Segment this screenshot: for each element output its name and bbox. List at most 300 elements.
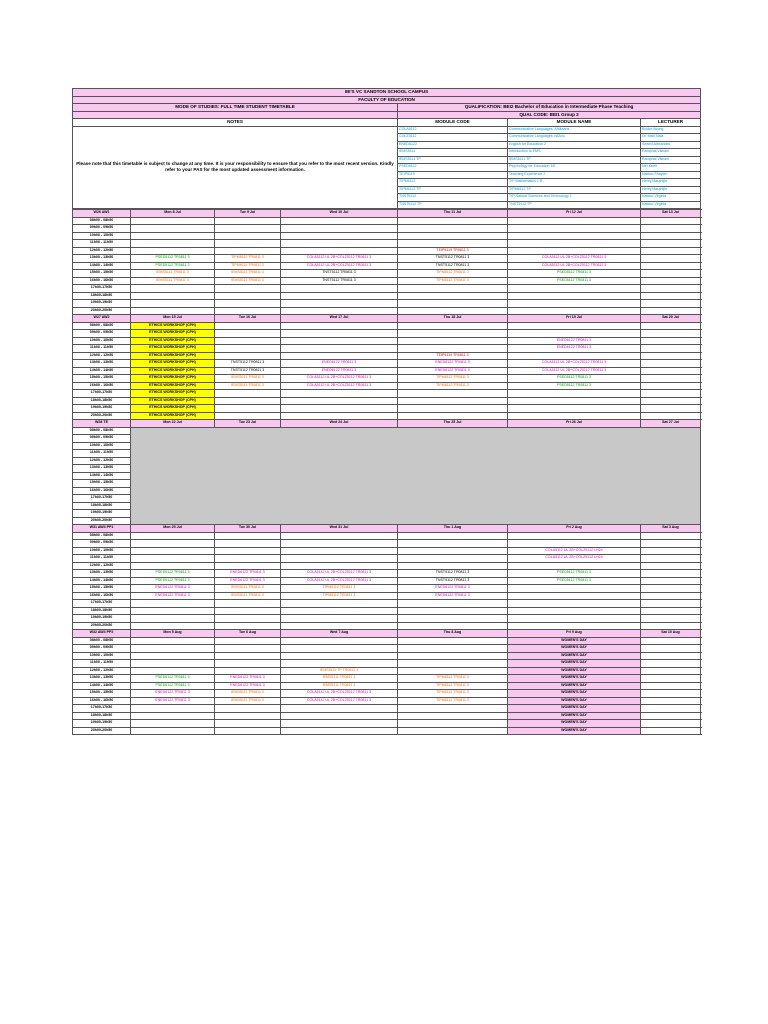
time-slot: 14h00 - 14h50 — [73, 682, 131, 690]
slot-cell — [281, 352, 398, 360]
slot-cell: WOMEN'S DAY — [508, 645, 641, 653]
slot-cell — [131, 300, 215, 308]
slot-cell: TNST5112 TR0811 3 — [398, 262, 508, 270]
slot-cell — [641, 645, 701, 653]
slot-cell — [398, 562, 508, 570]
day-header: Wed 10 Jul — [281, 210, 398, 218]
time-slot: 20h00-20h50 — [73, 307, 131, 315]
slot-cell — [398, 217, 508, 225]
time-slot-row — [73, 652, 701, 660]
module-code-header: MODULE CODE — [398, 119, 508, 127]
slot-cell: TEIP5119 TR0811 3 — [398, 352, 508, 360]
slot-cell — [215, 720, 281, 728]
slot-cell — [281, 637, 398, 645]
day-header: Mon 22 Jul — [131, 420, 215, 428]
module-name: TNST5112 TP — [508, 201, 641, 209]
slot-cell — [131, 217, 215, 225]
slot-cell: COLA5112 UL 2B+COLZ5112 TR0811 3 — [281, 255, 398, 263]
slot-cell — [641, 367, 701, 375]
slot-cell: WOMEN'S DAY — [508, 637, 641, 645]
slot-cell — [641, 667, 701, 675]
slot-cell — [281, 225, 398, 233]
slot-cell: ENED6122 TR0811 3 — [281, 367, 398, 375]
slot-cell — [281, 300, 398, 308]
time-slot-row — [73, 427, 701, 435]
time-slot-row — [73, 345, 701, 353]
module-code: TNST5112 — [398, 194, 508, 202]
time-slot-row — [73, 300, 701, 308]
slot-cell — [398, 615, 508, 623]
slot-cell — [641, 555, 701, 563]
slot-cell — [281, 562, 398, 570]
slot-cell — [281, 337, 398, 345]
slot-cell — [215, 390, 281, 398]
slot-cell — [641, 412, 701, 420]
time-slot-row — [73, 705, 701, 713]
slot-cell — [641, 247, 701, 255]
slot-cell: ETHICS WORKSHOP (CPH) — [131, 345, 215, 353]
qual-code: QUAL CODE: BEI1 Group 2 — [398, 111, 701, 119]
day-header: Tue 16 Jul — [215, 315, 281, 323]
module-name: Psychology for Education 1B — [508, 164, 641, 172]
slot-cell — [641, 375, 701, 383]
module-lecturer: Sewell,Alexandra — [641, 141, 701, 149]
time-slot: 15h00 - 15h50 — [73, 480, 131, 488]
time-slot: 16h00 - 16h50 — [73, 697, 131, 705]
time-slot-row — [73, 262, 701, 270]
time-slot: 17h00-17h50 — [73, 600, 131, 608]
slot-cell — [131, 622, 215, 630]
slot-cell: COLA5112 UL 2B+COLZ5112 TR0811 3 — [508, 367, 641, 375]
slot-cell: IEMS5111 TR0811 3 — [215, 375, 281, 383]
slot-cell — [508, 247, 641, 255]
slot-cell — [641, 345, 701, 353]
time-slot: 09h00 - 09h50 — [73, 225, 131, 233]
slot-cell: COLA5112 UL 2B+COLZ5112 TR0811 3 — [281, 697, 398, 705]
module-code: ENED6122 — [398, 141, 508, 149]
time-slot-row — [73, 675, 701, 683]
time-slot-row — [73, 277, 701, 285]
slot-cell — [281, 547, 398, 555]
slot-cell: TIPM6112 TR0811 3 — [215, 262, 281, 270]
time-slot-row — [73, 547, 701, 555]
slot-cell — [641, 262, 701, 270]
slot-cell — [641, 637, 701, 645]
day-header: Sat 13 Jul — [641, 210, 701, 218]
slot-cell — [641, 547, 701, 555]
slot-cell: ENED6122 TR0811 3 — [398, 367, 508, 375]
module-lecturer: Dr. Msiti,Nala — [641, 134, 701, 142]
mode-of-studies: MODE OF STUDIES: FULL TIME STUDENT TIMETABLE — [73, 104, 398, 112]
slot-cell: COLA5112 UL 2B+COLZ5112 TR0811 3 — [281, 375, 398, 383]
slot-cell — [508, 405, 641, 413]
week-header-row — [73, 630, 701, 638]
slot-cell — [398, 712, 508, 720]
slot-cell — [131, 307, 215, 315]
slot-cell — [508, 307, 641, 315]
slot-cell: ENED6122 TR0811 3 — [398, 585, 508, 593]
time-slot: 13h00 - 13h50 — [73, 465, 131, 473]
slot-cell — [508, 622, 641, 630]
slot-cell: TIPM6112 TR0811 3 — [398, 375, 508, 383]
slot-cell — [131, 292, 215, 300]
time-slot: 20h00-20h50 — [73, 727, 131, 735]
day-header: Mon 8 Jul — [131, 210, 215, 218]
module-code: PSED5112 — [398, 164, 508, 172]
slot-cell: IEMS5111 TR0811 3 — [281, 675, 398, 683]
slot-cell: TIPM6112 TR0811 3 — [398, 690, 508, 698]
time-slot: 15h00 - 15h50 — [73, 270, 131, 278]
slot-cell: TIPM6112 TR0811 3 — [398, 682, 508, 690]
slot-cell: WOMEN'S DAY — [508, 675, 641, 683]
slot-cell: PSED5112 TR0811 3 — [508, 277, 641, 285]
slot-cell — [641, 285, 701, 293]
time-slot: 09h00 - 09h50 — [73, 435, 131, 443]
time-slot-row — [73, 292, 701, 300]
slot-cell: ENED6122 TR0811 3 — [398, 360, 508, 368]
slot-cell: TEIP5119 TR0811 3 — [398, 247, 508, 255]
slot-cell: ETHICS WORKSHOP (CPH) — [131, 330, 215, 338]
slot-cell — [131, 637, 215, 645]
slot-cell — [641, 697, 701, 705]
slot-cell — [508, 562, 641, 570]
slot-cell — [508, 412, 641, 420]
time-slot-row — [73, 337, 701, 345]
day-header: Sat 27 Jul — [641, 420, 701, 428]
time-slot: 16h00 - 16h50 — [73, 382, 131, 390]
slot-cell: ENED6122 TR0811 3 — [131, 690, 215, 698]
slot-cell — [215, 547, 281, 555]
day-header: Thu 25 Jul — [398, 420, 508, 428]
slot-cell — [215, 405, 281, 413]
time-slot: 17h00-17h50 — [73, 285, 131, 293]
time-slot: 12h00 - 12h50 — [73, 457, 131, 465]
slot-cell — [131, 727, 215, 735]
time-slot-row — [73, 217, 701, 225]
time-slot: 09h00 - 09h50 — [73, 645, 131, 653]
slot-cell — [131, 547, 215, 555]
slot-cell — [131, 240, 215, 248]
day-header: Thu 1 Aug — [398, 525, 508, 533]
time-slot-row — [73, 660, 701, 668]
time-slot: 17h00-17h50 — [73, 495, 131, 503]
slot-cell — [281, 615, 398, 623]
slot-cell — [508, 240, 641, 248]
week-label: W32 AW4 PP2 — [73, 630, 131, 638]
time-slot: 20h00-20h50 — [73, 412, 131, 420]
slot-cell: ENED6122 TR0811 3 — [508, 345, 641, 353]
module-name: Teaching Experience 2 — [508, 171, 641, 179]
slot-cell — [215, 352, 281, 360]
slot-cell — [508, 585, 641, 593]
slot-cell — [215, 225, 281, 233]
time-slot-row — [73, 697, 701, 705]
module-name: IEMS5111 TP — [508, 156, 641, 164]
slot-cell — [641, 532, 701, 540]
slot-cell — [641, 382, 701, 390]
module-lecturer: Ramphal,Vishani — [641, 149, 701, 157]
slot-cell — [398, 652, 508, 660]
time-slot-row — [73, 367, 701, 375]
day-header: Sat 3 Aug — [641, 525, 701, 533]
time-slot-row — [73, 555, 701, 563]
slot-cell: ETHICS WORKSHOP (CPH) — [131, 390, 215, 398]
campus-title: IIE'S VC SANDTON SCHOOL CAMPUS — [73, 89, 701, 97]
slot-cell — [641, 600, 701, 608]
slot-cell: TNST5112 TR0811 3 — [398, 255, 508, 263]
module-code: TNST5112 TP — [398, 201, 508, 209]
slot-cell — [508, 285, 641, 293]
slot-cell — [398, 660, 508, 668]
slot-cell — [281, 232, 398, 240]
time-slot-row — [73, 615, 701, 623]
slot-cell: PSED5112 TR0811 3 — [131, 577, 215, 585]
time-slot-row — [73, 585, 701, 593]
day-header: Tue 23 Jul — [215, 420, 281, 428]
slot-cell — [508, 217, 641, 225]
slot-cell: ENED6122 TR0811 3 — [215, 682, 281, 690]
time-slot: 15h00 - 15h50 — [73, 375, 131, 383]
time-slot: 10h00 - 10h50 — [73, 442, 131, 450]
slot-cell — [281, 720, 398, 728]
slot-cell — [215, 637, 281, 645]
module-code: COLZ5112 — [398, 134, 508, 142]
time-slot: 11h00 - 11h50 — [73, 240, 131, 248]
time-slot-row — [73, 570, 701, 578]
slot-cell: COLA5112 UL 2B+COLZ5112 TR0811 3 — [281, 570, 398, 578]
slot-cell: IEMS5111 TR0811 3 — [131, 270, 215, 278]
day-header: Fri 12 Jul — [508, 210, 641, 218]
slot-cell — [215, 292, 281, 300]
week-label: W28 TE — [73, 420, 131, 428]
slot-cell — [215, 412, 281, 420]
time-slot: 15h00 - 15h50 — [73, 690, 131, 698]
time-slot: 12h00 - 12h50 — [73, 562, 131, 570]
slot-cell: ENED6122 TR0811 3 — [281, 360, 398, 368]
time-slot: 20h00-20h50 — [73, 622, 131, 630]
module-name: English for Education 2 — [508, 141, 641, 149]
module-lecturer: Naidoo,Shaylen — [641, 171, 701, 179]
slot-cell — [281, 705, 398, 713]
day-header: Mon 5 Aug — [131, 630, 215, 638]
module-name-header: MODULE NAME — [508, 119, 641, 127]
slot-cell — [398, 285, 508, 293]
module-lecturer: Henry,Marantjie — [641, 186, 701, 194]
slot-cell — [641, 390, 701, 398]
module-name: Communicative Languages: isiZulu — [508, 134, 641, 142]
slot-cell — [281, 652, 398, 660]
time-slot: 08h00 - 08h50 — [73, 532, 131, 540]
qualification: QUALIFICATION: BEI2 Bachelor of Education in Intermediate Phase Teaching — [398, 104, 701, 112]
slot-cell — [641, 292, 701, 300]
day-header: Fri 9 Aug — [508, 630, 641, 638]
slot-cell — [641, 240, 701, 248]
time-slot: 12h00 - 12h50 — [73, 352, 131, 360]
time-slot-row — [73, 712, 701, 720]
module-code: IEMS5111 TP — [398, 156, 508, 164]
slot-cell — [641, 270, 701, 278]
slot-cell — [281, 397, 398, 405]
slot-cell — [641, 217, 701, 225]
time-slot-row — [73, 682, 701, 690]
slot-cell: IEMS5111 TR0811 3 — [281, 682, 398, 690]
time-slot-row — [73, 412, 701, 420]
day-header: Tue 9 Jul — [215, 210, 281, 218]
time-slot: 16h00 - 16h50 — [73, 592, 131, 600]
slot-cell: COLA5112 UL 2B+COLZ5112 LH24 — [508, 547, 641, 555]
slot-cell: IEMS5111 TR0811 3 — [131, 277, 215, 285]
time-slot: 19h00-19h50 — [73, 300, 131, 308]
time-slot: 14h00 - 14h50 — [73, 472, 131, 480]
slot-cell: TIPM6112 TR0811 3 — [398, 277, 508, 285]
slot-cell — [641, 585, 701, 593]
slot-cell: ETHICS WORKSHOP (CPH) — [131, 360, 215, 368]
time-slot: 10h00 - 10h50 — [73, 547, 131, 555]
time-slot-row — [73, 405, 701, 413]
slot-cell — [281, 645, 398, 653]
slot-cell — [131, 562, 215, 570]
slot-cell — [641, 322, 701, 330]
slot-cell: ENED6122 TR0811 3 — [215, 570, 281, 578]
module-name: TIP Mathematics 1 B — [508, 179, 641, 187]
slot-cell — [641, 607, 701, 615]
slot-cell — [215, 600, 281, 608]
slot-cell — [398, 307, 508, 315]
slot-cell: IEMS5111 TR0811 3 — [215, 270, 281, 278]
time-slot: 19h00-19h50 — [73, 720, 131, 728]
slot-cell — [508, 592, 641, 600]
slot-cell — [641, 727, 701, 735]
slot-cell — [641, 360, 701, 368]
day-header: Mon 29 Jul — [131, 525, 215, 533]
timetable-header-table — [72, 88, 701, 209]
slot-cell: ETHICS WORKSHOP (CPH) — [131, 382, 215, 390]
slot-cell — [508, 322, 641, 330]
slot-cell: ETHICS WORKSHOP (CPH) — [131, 322, 215, 330]
slot-cell — [641, 682, 701, 690]
slot-cell — [215, 622, 281, 630]
slot-cell — [215, 712, 281, 720]
slot-cell — [398, 727, 508, 735]
time-slot: 11h00 - 11h50 — [73, 555, 131, 563]
time-slot-row — [73, 720, 701, 728]
slot-cell — [641, 300, 701, 308]
module-lecturer: Net,Kerrit — [641, 164, 701, 172]
slot-cell: COLA5112 UL 2B+COLZ5112 LH24 — [508, 555, 641, 563]
module-lecturer: Booke,Avong — [641, 126, 701, 134]
slot-cell: COLA5112 UL 2B+COLZ5112 TR0811 3 — [281, 690, 398, 698]
slot-cell — [641, 255, 701, 263]
slot-cell: WOMEN'S DAY — [508, 727, 641, 735]
slot-cell: COLA5112 UL 2B+COLZ5112 TR0811 3 — [508, 360, 641, 368]
slot-cell: IEMS5111 TP TR0811 3 — [281, 667, 398, 675]
slot-cell: WOMEN'S DAY — [508, 652, 641, 660]
slot-cell — [215, 345, 281, 353]
slot-cell — [131, 232, 215, 240]
time-slot-row — [73, 397, 701, 405]
slot-cell: TNST5112 TR0811 3 — [281, 270, 398, 278]
slot-cell: TNST5112 TR0811 3 — [215, 360, 281, 368]
slot-cell — [281, 412, 398, 420]
slot-cell — [215, 660, 281, 668]
time-slot-row — [73, 532, 701, 540]
slot-cell — [398, 540, 508, 548]
time-slot-row — [73, 232, 701, 240]
slot-cell: IEMS5111 TR0811 3 — [215, 585, 281, 593]
slot-cell — [215, 285, 281, 293]
slot-cell — [641, 330, 701, 338]
slot-cell: ETHICS WORKSHOP (CPH) — [131, 412, 215, 420]
slot-cell — [398, 667, 508, 675]
time-slot-row — [73, 390, 701, 398]
slot-cell — [281, 345, 398, 353]
time-slot: 12h00 - 12h50 — [73, 247, 131, 255]
time-slot-row — [73, 307, 701, 315]
day-header: Tue 6 Aug — [215, 630, 281, 638]
slot-cell: IEMS5111 TR0811 3 — [215, 382, 281, 390]
slot-cell: PSED5112 TR0811 3 — [508, 570, 641, 578]
time-slot: 08h00 - 08h50 — [73, 427, 131, 435]
slot-cell — [131, 247, 215, 255]
time-slot-row — [73, 600, 701, 608]
slot-cell: IEMS5111 TR0811 3 — [215, 690, 281, 698]
slot-cell — [215, 337, 281, 345]
time-slot: 11h00 - 11h50 — [73, 450, 131, 458]
day-header: Thu 8 Aug — [398, 630, 508, 638]
module-name: TIP Natural Sciences and Technology 1 — [508, 194, 641, 202]
slot-cell — [215, 247, 281, 255]
slot-cell — [398, 600, 508, 608]
slot-cell — [641, 397, 701, 405]
time-slot: 16h00 - 16h50 — [73, 487, 131, 495]
slot-cell — [641, 592, 701, 600]
slot-cell: ENED6122 TR0811 3 — [131, 592, 215, 600]
slot-cell — [398, 645, 508, 653]
slot-cell — [215, 705, 281, 713]
day-header: Wed 17 Jul — [281, 315, 398, 323]
slot-cell: PSED5112 TR0811 3 — [131, 682, 215, 690]
module-code: TIPM6112 — [398, 179, 508, 187]
faculty-title: FACULTY OF EDUCATION — [73, 96, 701, 104]
slot-cell — [281, 540, 398, 548]
slot-cell — [131, 285, 215, 293]
slot-cell — [508, 292, 641, 300]
slot-cell — [215, 652, 281, 660]
slot-cell: TIPM6112 TR0811 3 — [281, 592, 398, 600]
slot-cell — [398, 322, 508, 330]
slot-cell — [215, 217, 281, 225]
slot-cell: COLA5112 UL 2B+COLZ5112 TR0811 3 — [281, 577, 398, 585]
slot-cell — [398, 412, 508, 420]
slot-cell — [641, 337, 701, 345]
slot-cell — [398, 337, 508, 345]
slot-cell: TIPM6112 TR0811 3 — [398, 675, 508, 683]
slot-cell — [281, 727, 398, 735]
module-row — [73, 126, 701, 134]
slot-cell — [641, 352, 701, 360]
slot-cell — [508, 615, 641, 623]
slot-cell — [281, 405, 398, 413]
time-slot-row — [73, 690, 701, 698]
slot-cell — [398, 532, 508, 540]
slot-cell — [398, 345, 508, 353]
slot-cell: WOMEN'S DAY — [508, 697, 641, 705]
slot-cell: ENED6122 TR0811 3 — [215, 675, 281, 683]
slot-cell: WOMEN'S DAY — [508, 705, 641, 713]
slot-cell: PSED5112 TR0811 3 — [508, 270, 641, 278]
slot-cell — [281, 607, 398, 615]
time-slot: 11h00 - 11h50 — [73, 660, 131, 668]
